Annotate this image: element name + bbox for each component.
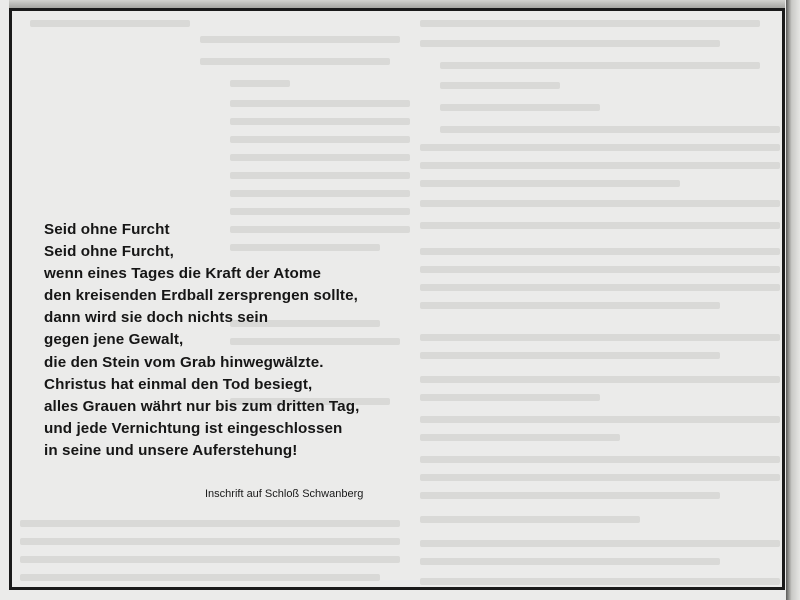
quote-line: den kreisenden Erdball zersprengen sollte,	[44, 287, 358, 305]
page-right-edge-shadow	[786, 0, 800, 600]
quote-source-attribution: Inschrift auf Schloß Schwanberg	[205, 488, 364, 500]
quote-line: und jede Vernichtung ist eingeschlossen	[44, 419, 343, 437]
quote-line: wenn eines Tages die Kraft der Atome	[44, 265, 322, 283]
quote-text-block	[44, 219, 444, 462]
quote-title: Seid ohne Furcht	[44, 221, 170, 238]
quote-line: gegen jene Gewalt,	[44, 331, 184, 349]
quote-line: Seid ohne Furcht,	[44, 243, 174, 261]
quote-line: Christus hat einmal den Tod besiegt,	[44, 375, 313, 393]
quote-line: in seine und unsere Auferstehung!	[44, 441, 298, 459]
quote-line: die den Stein vom Grab hinwegwälzte.	[44, 353, 324, 371]
quote-line: alles Grauen währt nur bis zum dritten Tag,	[44, 397, 360, 415]
quote-line: dann wird sie doch nichts sein	[44, 309, 269, 327]
